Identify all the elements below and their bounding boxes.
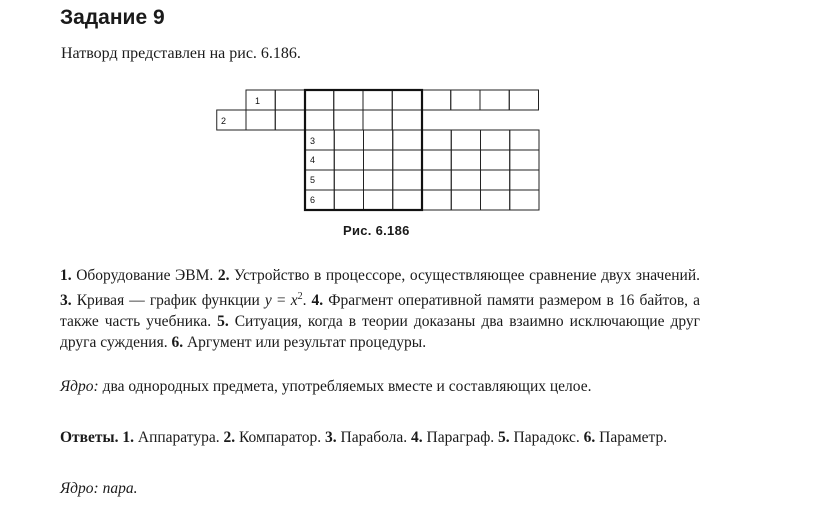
crossword-cell xyxy=(334,130,363,150)
crossword-cell xyxy=(451,170,480,190)
clue-5-text: Ситуация, когда в теории доказаны два взаимно исключающие друг друга суждения. xyxy=(60,313,700,352)
crossword-cell xyxy=(480,90,509,110)
clue-4-text: Фрагмент оперативной памяти размером в 16 байтов, а также часть учебника. xyxy=(60,292,700,331)
crossword-cell xyxy=(393,190,422,210)
crossword-cell xyxy=(481,130,510,150)
clue-6-number: 6. xyxy=(171,334,184,352)
crossword-cell xyxy=(305,90,334,110)
crossword-cell xyxy=(481,150,510,170)
crossword-cell xyxy=(363,90,392,110)
core-paragraph xyxy=(60,376,700,397)
task-title: Задание 9 xyxy=(60,6,165,29)
crossword-cell xyxy=(334,190,363,210)
clue-5-number: 5. xyxy=(217,313,229,331)
answer-2-number: 2. xyxy=(223,429,236,446)
crossword-cell xyxy=(392,90,421,110)
crossword-cell xyxy=(363,110,392,130)
clues-paragraph xyxy=(60,265,700,353)
crossword-cell xyxy=(334,90,363,110)
crossword-cell xyxy=(451,90,480,110)
task-intro: Натворд представлен на рис. 6.186. xyxy=(61,45,301,62)
crossword-cell xyxy=(334,150,363,170)
crossword-cell xyxy=(246,110,275,130)
crossword-cell xyxy=(422,90,451,110)
crossword-cell xyxy=(422,190,451,210)
answer-5: Парадокс. xyxy=(509,429,584,446)
answer-4-number: 4. xyxy=(411,429,423,446)
clue-2-number: 2. xyxy=(217,267,230,284)
clue-2-text: Устройство в процессоре, осуществляющее сравнение двух значений. xyxy=(229,267,700,284)
row-number-4: 4 xyxy=(310,155,316,165)
crossword-cell xyxy=(393,130,422,150)
crossword-cell xyxy=(364,170,393,190)
crossword-cell xyxy=(451,150,480,170)
crossword-cell xyxy=(364,190,393,210)
clue-1-text: Оборудование ЭВМ. xyxy=(71,267,218,284)
clue-3-end: . xyxy=(302,292,312,310)
answer-6-number: 6. xyxy=(583,429,596,446)
crossword-cell xyxy=(246,90,275,110)
core-text: два однородных предмета, употребляемых вместе и составляющих целое. xyxy=(98,378,592,395)
crossword-cell xyxy=(422,150,451,170)
crossword-cell xyxy=(451,190,480,210)
core-answer-label: Ядро: xyxy=(60,480,99,497)
clue-1-number: 1. xyxy=(60,267,72,284)
crossword-cell xyxy=(364,150,393,170)
row-number-3: 3 xyxy=(310,136,316,146)
answers-paragraph xyxy=(60,427,700,448)
crossword-cell xyxy=(509,90,538,110)
clue-6-text: Аргумент или результат процедуры. xyxy=(183,334,427,352)
formula-x: x xyxy=(290,292,298,310)
row-number-2: 2 xyxy=(221,116,227,126)
answer-3: Парабола. xyxy=(336,429,412,446)
figure-caption: Рис. 6.186 xyxy=(343,223,410,238)
clue-3-number: 3. xyxy=(60,292,72,310)
crossword-cell xyxy=(510,190,539,210)
crossword-cell xyxy=(334,110,363,130)
crossword-cell xyxy=(422,130,451,150)
answer-1-number: 1. xyxy=(122,429,135,446)
crossword-cell xyxy=(393,170,422,190)
answer-1: Аппаратура. xyxy=(134,429,224,446)
crossword-cell xyxy=(510,170,539,190)
row-number-1: 1 xyxy=(255,96,261,106)
row-number-5: 5 xyxy=(310,175,316,185)
answer-4: Параграф. xyxy=(422,429,499,446)
crossword-cell xyxy=(392,110,421,130)
answers-label: Ответы. xyxy=(60,429,119,446)
crossword-cell xyxy=(451,130,480,150)
crossword-cell xyxy=(334,170,363,190)
formula-exponent: 2 xyxy=(297,291,303,302)
crossword-cell xyxy=(275,110,304,130)
crossword-cell xyxy=(393,150,422,170)
crossword-cell xyxy=(275,90,304,110)
clue-4-number: 4. xyxy=(311,292,324,310)
answer-6: Параметр. xyxy=(595,429,668,446)
answer-2: Компаратор. xyxy=(235,429,326,446)
crossword-cell xyxy=(510,130,539,150)
crossword-cell xyxy=(481,170,510,190)
formula-equals: = xyxy=(271,292,291,310)
answer-3-number: 3. xyxy=(325,429,337,446)
crossword-cell xyxy=(422,170,451,190)
formula-y: y xyxy=(264,292,272,310)
core-answer-value: пара. xyxy=(98,480,138,497)
crossword-cell xyxy=(305,110,334,130)
row-number-6: 6 xyxy=(310,195,316,205)
answer-5-number: 5. xyxy=(498,429,510,446)
clue-3-text: Кривая — график функции xyxy=(71,292,265,310)
crossword-cell xyxy=(364,130,393,150)
crossword-cell xyxy=(510,150,539,170)
crossword-cell xyxy=(481,190,510,210)
core-answer-paragraph xyxy=(60,478,700,499)
core-label: Ядро: xyxy=(60,378,99,395)
